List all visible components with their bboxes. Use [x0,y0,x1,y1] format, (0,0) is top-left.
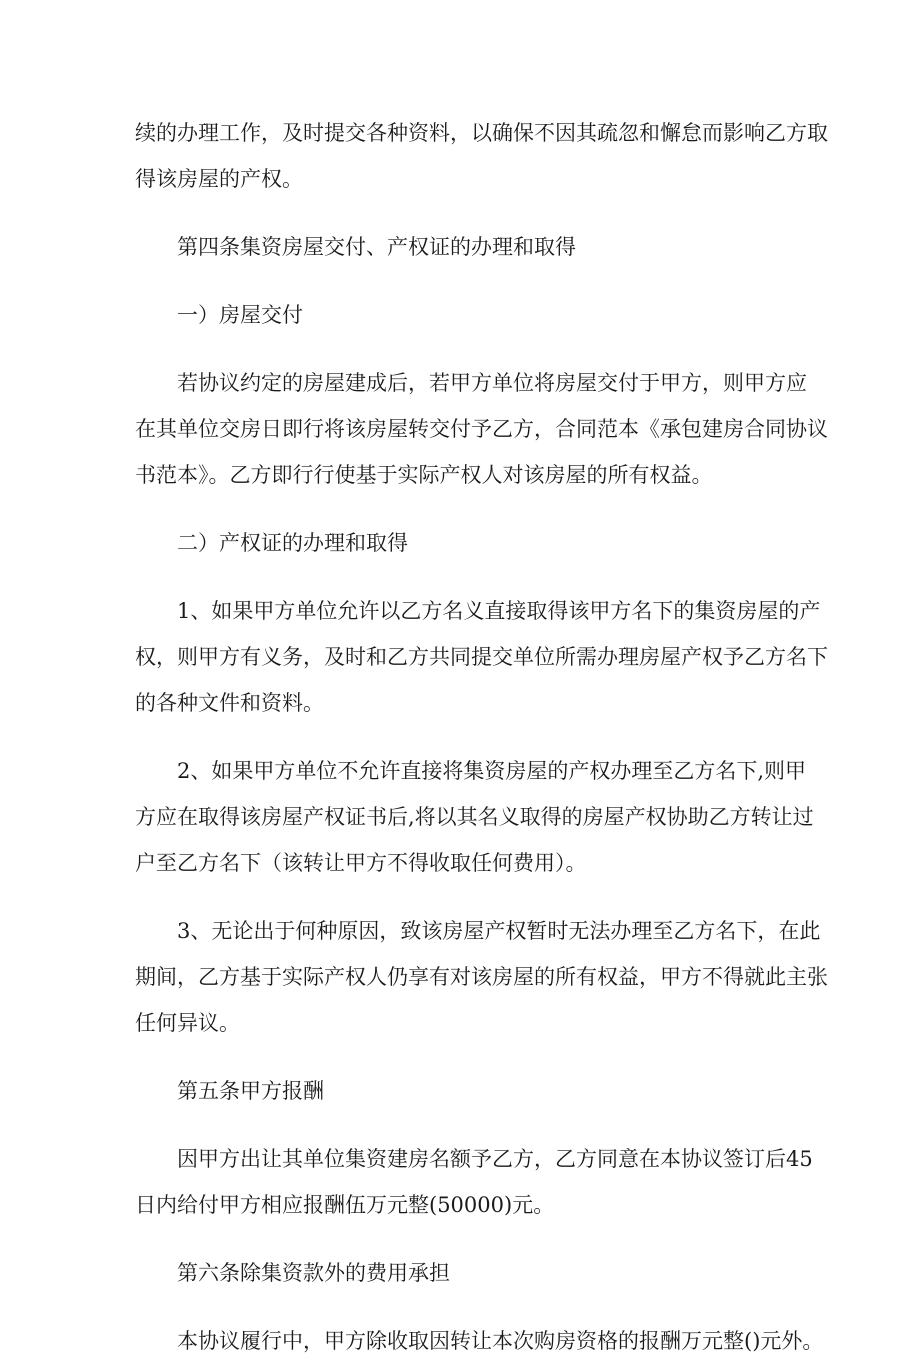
paragraph-house-delivery [135,360,828,498]
text-line: 的各种文件和资料。 [135,691,324,715]
section-2-heading [135,520,795,566]
text-line: 本协议履行中，甲方除收取因转让本次购房资格的报酬万元整()元外。 [177,1329,824,1353]
paragraph-remuneration [135,1136,813,1228]
text-line: 因甲方出让其单位集资建房名额予乙方，乙方同意在本协议签订后45 [177,1147,813,1171]
text-line: 在其单位交房日即行将该房屋转交付予乙方，合同范本《承包建房合同协议 [135,417,828,441]
text-line: 书范本》。乙方即行行使基于实际产权人对该房屋的所有权益。 [135,463,713,487]
paragraph-continuation [135,110,828,202]
article-6-heading [135,1250,795,1296]
text-line: 3、无论出于何种原因，致该房屋产权暂时无法办理至乙方名下，在此 [177,919,821,943]
text-line: 1、如果甲方单位允许以乙方名义直接取得该甲方名下的集资房屋的产 [177,599,821,623]
article-4-heading [135,224,795,270]
heading-line: 第五条甲方报酬 [177,1079,324,1103]
heading-line: 第六条除集资款外的费用承担 [177,1261,450,1285]
text-line: 方应在取得该房屋产权证书后,将以其名义取得的房屋产权协助乙方转让过 [135,805,814,829]
text-line: 若协议约定的房屋建成后，若甲方单位将房屋交付于甲方，则甲方应 [177,371,807,395]
text-line: 期间，乙方基于实际产权人仍享有对该房屋的所有权益，甲方不得就此主张 [135,965,828,989]
clause-1 [135,588,828,726]
text-line: 续的办理工作，及时提交各种资料，以确保不因其疏忽和懈怠而影响乙方取 [135,121,828,145]
heading-line: 一）房屋交付 [177,303,303,327]
document-body [135,110,828,1364]
text-line: 权，则甲方有义务，及时和乙方共同提交单位所需办理房屋产权予乙方名下 [135,645,828,669]
text-line: 任何异议。 [135,1011,240,1035]
text-line: 日内给付甲方相应报酬伍万元整(50000)元。 [135,1193,555,1217]
heading-line: 第四条集资房屋交付、产权证的办理和取得 [177,235,576,259]
text-line: 2、如果甲方单位不允许直接将集资房屋的产权办理至乙方名下,则甲 [177,759,807,783]
clause-3 [135,908,828,1046]
text-line: 户至乙方名下（该转让甲方不得收取任何费用）。 [135,851,587,875]
clause-2 [135,748,814,886]
article-5-heading [135,1068,795,1114]
text-line: 得该房屋的产权。 [135,167,303,191]
heading-line: 二）产权证的办理和取得 [177,531,408,555]
section-1-heading [135,292,795,338]
paragraph-fees [135,1318,824,1364]
